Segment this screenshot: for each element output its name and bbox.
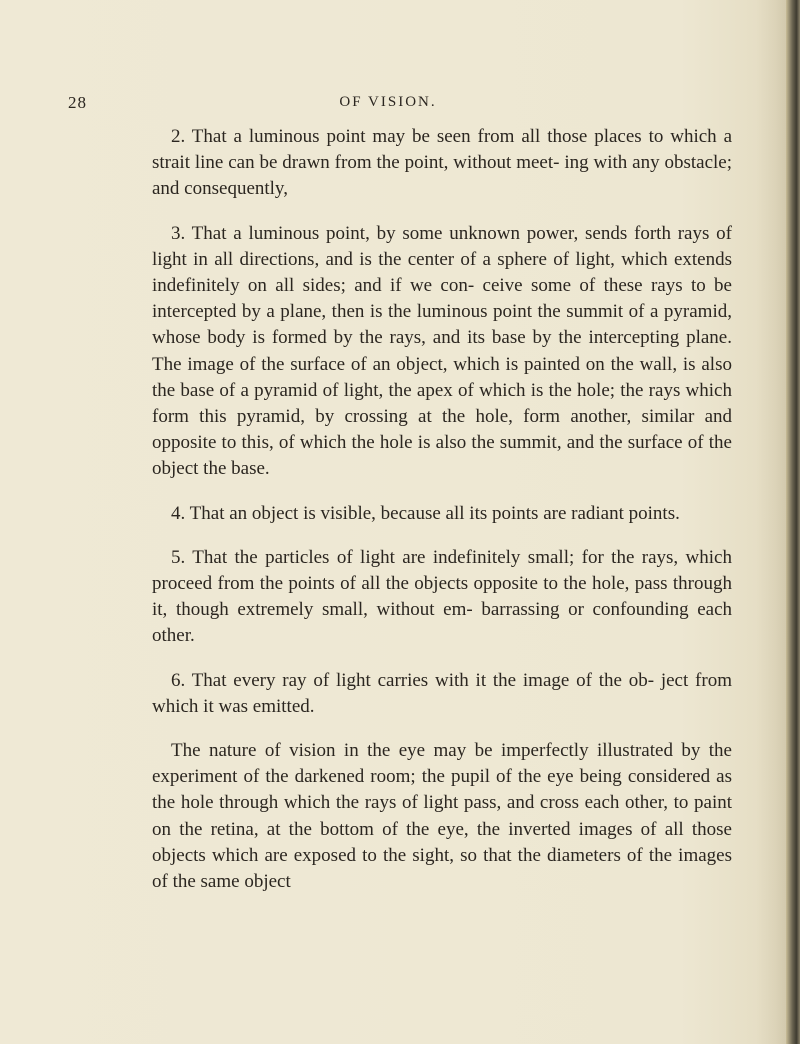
page-number: 28 [68, 93, 87, 112]
body-text [152, 124, 732, 895]
paragraph-point-4: 4. That an object is visible, because all its points are radiant points. [171, 502, 680, 524]
page-gutter-shadow [756, 0, 786, 1044]
paragraph-nature-of-vision: The nature of vision in the eye may be imperfectly illustrated by the experiment of the darkened room; the pupil of the eye being considered as the hole through which the rays of light pass, and cross each other, to paint on the retina, at the bottom of the eye, the inverted images of all those objects which are exposed to the sight, so that the diameters of the images of the same object [152, 740, 732, 893]
paragraph-point-2: 2. That a luminous point may be seen from all those places to which a strait line can be drawn from the point, without meet- ing with any obstacle; and consequently, [152, 126, 732, 200]
paragraph-point-3: 3. That a luminous point, by some unknown power, sends forth rays of light in all directions, and is the center of a sphere of light, which extends indefinitely on all sides; and if we con- ceive some of these rays to be intercepted by a plane, then is the luminous point the summit of a pyramid, whose body is formed by the rays, and its base by the intercepting plane. The image of the surface of an object, which is painted on the wall, is also the base of a pyramid of light, the apex of which is the hole; the rays which form this pyramid, by crossing at the hole, form another, similar and opposite to this, of which the hole is also the summit, and the surface of the object the base. [152, 222, 732, 480]
book-spine-edge [786, 0, 800, 1044]
paragraph-point-6: 6. That every ray of light carries with it the image of the ob- ject from which it was emitted. [152, 669, 732, 717]
paragraph-point-5: 5. That the particles of light are indefinitely small; for the rays, which proceed from the points of all the objects opposite to the hole, pass through it, though extremely small, without em- barrassing or confounding each other. [152, 546, 732, 647]
running-head [68, 93, 708, 117]
running-head-title: OF VISION. [339, 94, 437, 110]
